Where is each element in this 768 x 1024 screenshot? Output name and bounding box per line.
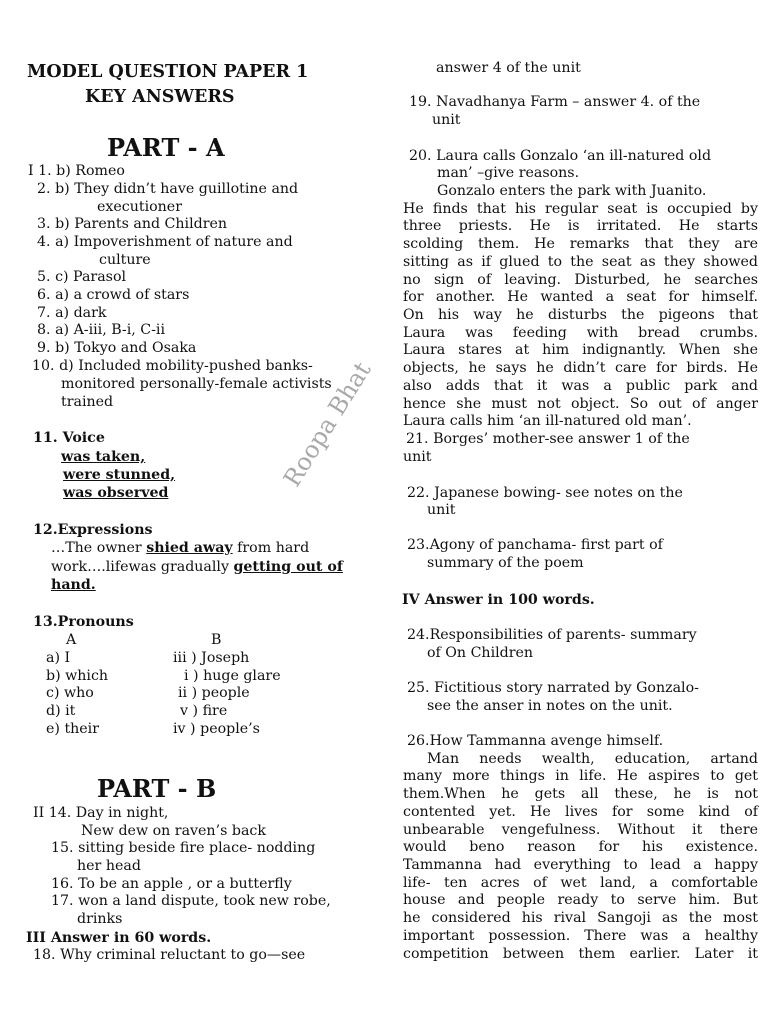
list-item: trained: [61, 394, 114, 410]
q20-text: man’ –give reasons.: [437, 165, 580, 181]
paper-title: MODEL QUESTION PAPER 1: [27, 62, 309, 82]
q22-text: unit: [427, 502, 456, 518]
q12-line: …The owner shied away from hard: [51, 540, 310, 556]
table-cell: d) it: [46, 703, 76, 719]
paragraph-line: He finds that his regular seat is occupied by: [403, 201, 758, 217]
paragraph-line: Laura stares at him indignantly. When she: [403, 342, 758, 358]
list-item: 7. a) dark: [37, 305, 107, 321]
q24-text: 24.Responsibilities of parents- summary: [407, 627, 697, 643]
list-item: New dew on raven’s back: [81, 823, 266, 839]
paragraph-line: Laura was feeding with bread crumbs.: [403, 325, 758, 341]
list-item: 17. won a land dispute, took new robe,: [51, 893, 331, 909]
list-item: 8. a) A-iii, B-i, C-ii: [37, 322, 166, 338]
q18-text: 18. Why criminal reluctant to go—see: [33, 947, 306, 963]
paragraph-line: would beno reason for his existence.: [403, 839, 758, 855]
paragraph-line: Laura calls him ‘an ill-natured old man’.: [403, 413, 692, 429]
paragraph-line: three priests. He is irritated. He starts: [403, 218, 758, 234]
q21-text: unit: [403, 449, 432, 465]
paragraph-line: On his way he disturbs the pigeons that: [403, 307, 758, 323]
paragraph-line: sitting as if glued to the seat as they showed: [403, 254, 758, 270]
q25-text: 25. Fictitious story narrated by Gonzalo-: [407, 680, 699, 696]
table-cell: iii ) Joseph: [173, 650, 250, 666]
continued-answer: answer 4 of the unit: [436, 60, 581, 76]
q24-text: of On Children: [427, 645, 534, 661]
q13-col-b-header: B: [211, 632, 222, 648]
list-item: 16. To be an apple , or a butterfly: [51, 876, 292, 892]
part-a-heading: PART - A: [107, 133, 225, 162]
paragraph-line: hence she must not object. So out of anger: [403, 396, 758, 412]
paragraph-line: for another. He wanted a seat for himself.: [403, 289, 758, 305]
paragraph-line: scolding them. He remarks that they are: [403, 236, 758, 252]
list-item: I 1. b) Romeo: [28, 163, 125, 179]
list-item: executioner: [97, 199, 182, 215]
table-cell: v ) fire: [180, 703, 228, 719]
paragraph-line: Gonzalo enters the park with Juanito.: [437, 183, 707, 199]
q21-text: 21. Borges’ mother-see answer 1 of the: [406, 431, 690, 447]
paragraph-line: house and people ready to serve him. But: [403, 892, 758, 908]
paragraph-line: Man needs wealth, education, artand: [427, 751, 758, 767]
paragraph-line: unbearable vengefulness. Without it there: [403, 822, 758, 838]
table-cell: e) their: [46, 721, 99, 737]
list-item: her head: [77, 858, 141, 874]
table-cell: ii ) people: [178, 685, 250, 701]
q26-text: 26.How Tammanna avenge himself.: [407, 733, 664, 749]
part-b-heading: PART - B: [97, 774, 217, 803]
q13-label: 13.Pronouns: [33, 614, 134, 630]
paragraph-line: Tammanna had everything to lead a happy: [403, 857, 758, 873]
list-item: 5. c) Parasol: [37, 269, 127, 285]
paragraph-line: no sign of leaving. Disturbed, he searches: [403, 272, 758, 288]
q20-text: 20. Laura calls Gonzalo ‘an ill-natured old: [409, 148, 712, 164]
watermark: Roopa Bhat: [277, 356, 377, 492]
paragraph-line: life- ten acres of wet land, a comfortable: [403, 875, 758, 891]
list-item: 10. d) Included mobility-pushed banks-: [32, 358, 313, 374]
table-cell: iv ) people’s: [173, 721, 260, 737]
table-cell: i ) huge glare: [184, 668, 281, 684]
paragraph-line: competition between them earlier. Later it: [403, 946, 758, 962]
paragraph-line: important possession. There was a healthy: [403, 928, 758, 944]
paragraph-line: contented yet. He lives for some kind of: [403, 804, 758, 820]
q12-label: 12.Expressions: [33, 522, 153, 538]
q11-answer: was observed: [63, 485, 169, 501]
table-cell: c) who: [46, 685, 94, 701]
list-item: II 14. Day in night,: [33, 805, 169, 821]
paper-subtitle: KEY ANSWERS: [85, 87, 235, 107]
list-item: 6. a) a crowd of stars: [37, 287, 190, 303]
q19-text: 19. Navadhanya Farm – answer 4. of the: [409, 94, 701, 110]
list-item: drinks: [77, 911, 123, 927]
q19-text: unit: [432, 112, 461, 128]
table-cell: a) I: [46, 650, 71, 666]
q11-answer: was taken,: [61, 449, 146, 465]
list-item: 4. a) Impoverishment of nature and: [37, 234, 293, 250]
q12-line: hand.: [51, 577, 96, 593]
q11-label: 11. Voice: [33, 430, 105, 446]
q13-col-a-header: A: [66, 632, 77, 648]
list-item: culture: [99, 252, 151, 268]
paragraph-line: many more things in life. He aspires to get: [403, 768, 758, 784]
q25-text: see the anser in notes on the unit.: [427, 698, 673, 714]
section-iii-heading: III Answer in 60 words.: [26, 930, 212, 946]
paragraph-line: he considered his rival Sangoji as the most: [403, 910, 758, 926]
list-item: 2. b) They didn’t have guillotine and: [37, 181, 299, 197]
paragraph-line: them.When he gets all these, he is not: [403, 786, 758, 802]
list-item: 3. b) Parents and Children: [37, 216, 228, 232]
list-item: monitored personally-female activists: [61, 376, 332, 392]
list-item: 15. sitting beside fire place- nodding: [51, 840, 316, 856]
table-cell: b) which: [46, 668, 109, 684]
paragraph-line: also adds that it was a public park and: [403, 378, 758, 394]
section-iv-heading: IV Answer in 100 words.: [402, 592, 595, 608]
q11-answer: were stunned,: [63, 467, 176, 483]
q23-text: 23.Agony of panchama- first part of: [407, 537, 663, 553]
q23-text: summary of the poem: [427, 555, 584, 571]
q22-text: 22. Japanese bowing- see notes on the: [407, 485, 683, 501]
list-item: 9. b) Tokyo and Osaka: [37, 340, 197, 356]
q12-line: work….lifewas gradually getting out of: [51, 559, 343, 575]
paragraph-line: objects, he says he didn’t care for birds. He: [403, 360, 758, 376]
